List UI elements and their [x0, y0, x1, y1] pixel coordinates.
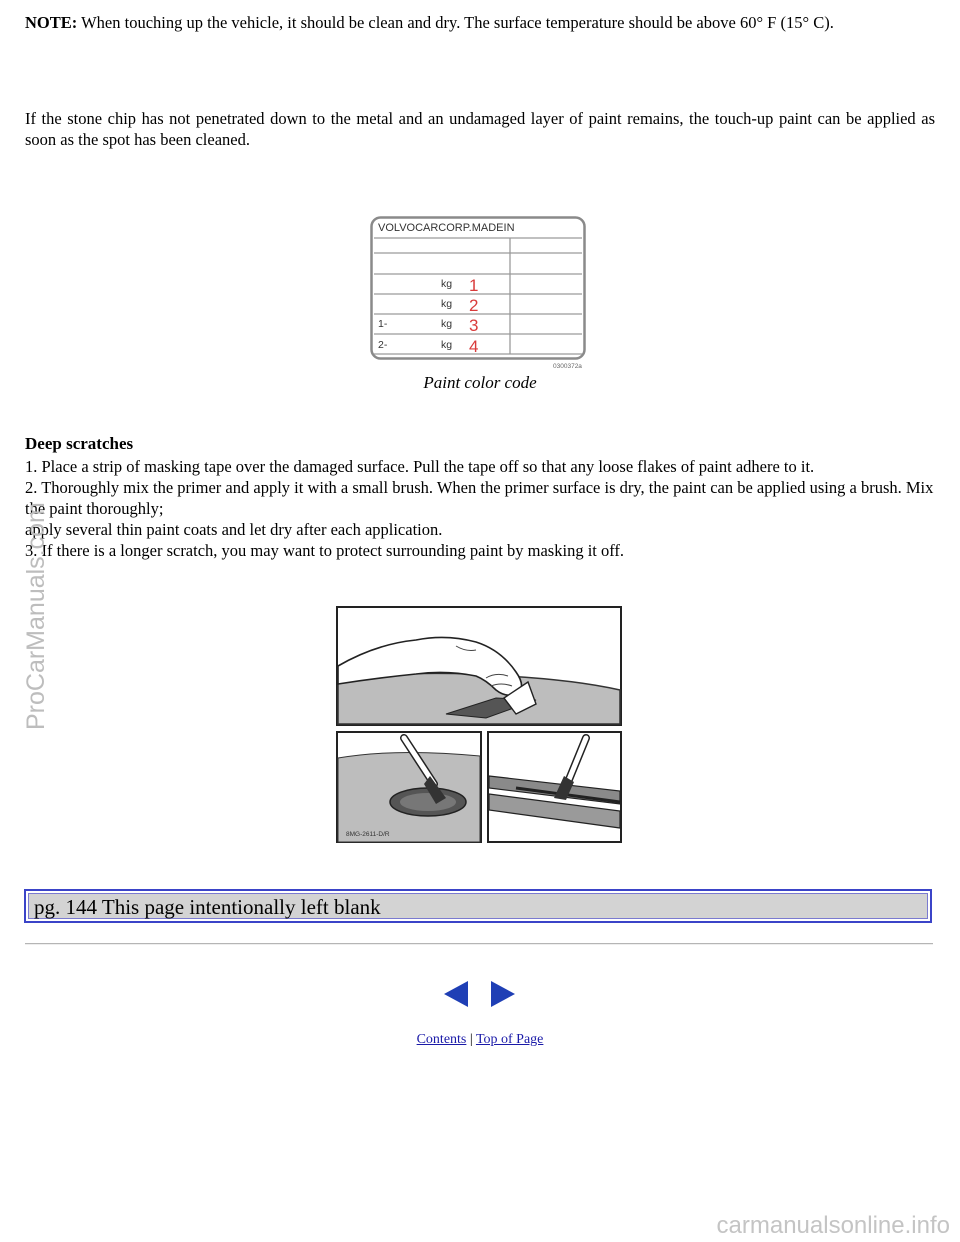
illustration-ref: 8MG-2611-D/R: [346, 831, 390, 838]
paint-code-label-figure: [370, 216, 590, 371]
page-footer-banner: [24, 889, 932, 923]
steps-list: [25, 456, 935, 561]
label-number-4: 4: [469, 337, 479, 356]
touch-up-illustration: [336, 606, 622, 844]
step-1: 1. Place a strip of masking tape over the damaged surface. Pull the tape off so that any loose flakes of paint adhere to it.: [25, 457, 815, 476]
label-row-4-unit: kg: [441, 339, 453, 351]
side-watermark: ProCarManuals.com: [22, 502, 50, 730]
label-row-3-left: 1-: [378, 318, 388, 330]
nav-separator: |: [469, 1032, 473, 1047]
page-nav-links: [0, 1032, 960, 1048]
label-row-4-left: 2-: [378, 339, 388, 351]
label-number-1: 1: [469, 276, 479, 295]
horizontal-divider: [25, 943, 933, 945]
label-row-2-unit: kg: [441, 298, 453, 310]
label-number-3: 3: [469, 316, 479, 335]
next-page-arrow-icon[interactable]: [490, 980, 516, 1008]
note-text: When touching up the vehicle, it should be clean and dry. The surface temperature should be above 60° F (15° C).: [81, 13, 834, 32]
label-number-2: 2: [469, 296, 479, 315]
top-of-page-link[interactable]: Top of Page: [475, 1032, 544, 1047]
note-paragraph: [25, 12, 935, 33]
figure-caption: Paint color code: [423, 373, 537, 392]
step-3: 3. If there is a longer scratch, you may want to protect surrounding paint by masking it off.: [25, 541, 625, 560]
label-figure-ref: 0300372a: [553, 363, 582, 370]
stone-chip-paragraph: If the stone chip has not penetrated down to the metal and an undamaged layer of paint remains, the touch-up paint can be applied as soon as the spot has been cleaned.: [25, 109, 935, 149]
label-row-1-unit: kg: [441, 278, 453, 290]
label-header: VOLVOCARCORP.MADEIN: [378, 222, 515, 234]
contents-link[interactable]: Contents: [416, 1032, 467, 1047]
footer-banner-text: pg. 144 This page intentionally left blank: [28, 893, 928, 919]
step-2-continued: apply several thin paint coats and let dry after each application.: [25, 520, 443, 539]
step-2: 2. Thoroughly mix the primer and apply it with a small brush. When the primer surface is dry, the paint can be applied using a brush. Mix the paint thoroughly;: [25, 478, 934, 518]
label-row-3-unit: kg: [441, 318, 453, 330]
prev-page-arrow-icon[interactable]: [443, 980, 469, 1008]
bottom-watermark: carmanualsonline.info: [716, 1212, 950, 1239]
note-label: NOTE:: [25, 13, 78, 32]
section-heading: Deep scratches: [25, 434, 134, 453]
